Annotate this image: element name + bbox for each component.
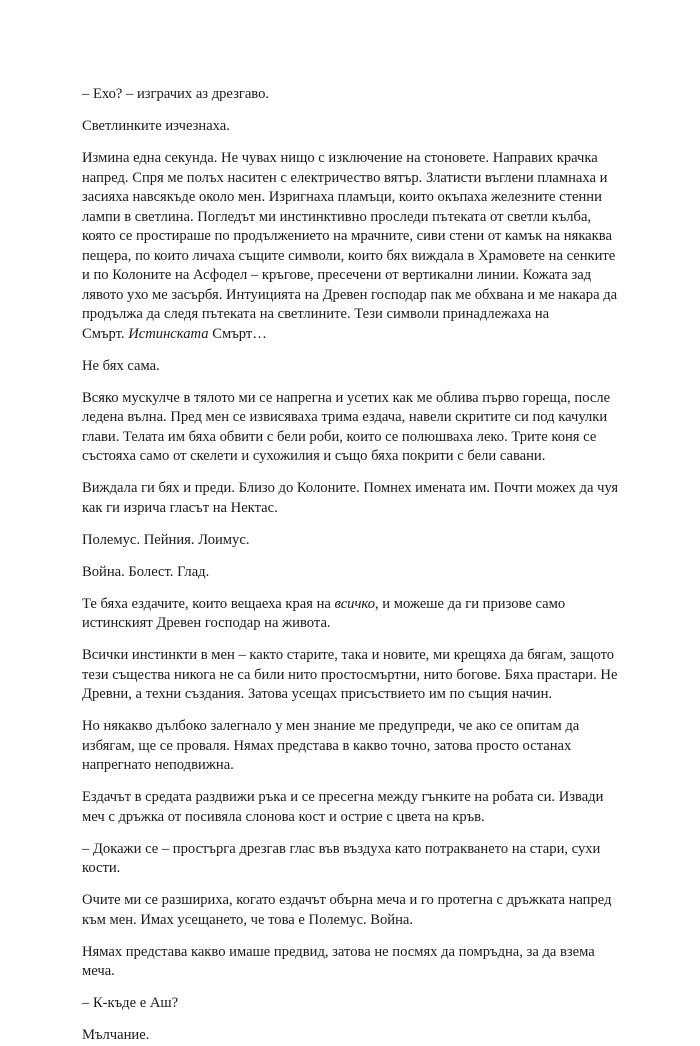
paragraph-lights-vanished: Светлинките изчезнаха. bbox=[82, 118, 230, 134]
paragraph-instincts: Всички инстинкти в мен – както старите, така и новите, ми крещяха да бягам, защото тези същества никога не са били нито простосмъртни, нито богове. Бяха прастари. Не Древни, а техни създания. Затова усещах присъствието им по същия начин. bbox=[82, 647, 618, 702]
paragraph-cave-symbols-text: Измина една секунда. Не чувах нищо с изключение на стоновете. Направих крачка напред. Спря ме полъх наситен с електричество вятър. Златисти въглени пламнаха и засияха навсякъде около мен. Изригнаха пламъци, които окъпаха железните стенни лампи в светлина. Погледът ми инстинктивно проследи пътеката от светли кълба, която се простираше по продължението на мрачните, сиви стени от камък на някаква пещера, по които личаха същите символи, които бях виждала в Храмовете на сенките и по Колоните на Асфодел – кръгове, пресечени от вертикални линии. Кожата зад лявото ухо ме засърбя. Интуицията на Древен господар пак ме обхвана и ме накара да продължа да следя пътеката на светлините. Тези символи принадлежаха на bbox=[82, 150, 618, 322]
paragraph-prove-yourself: – Докажи се – простърга дрезгав глас във въздуха като потракването на стари, сухи кости. bbox=[82, 840, 601, 876]
paragraph-riders-end bbox=[82, 595, 622, 634]
riders-line-before: Те бяха ездачите, които вещаеха края на bbox=[82, 595, 331, 612]
paragraph-rider-names: Полемус. Пейния. Лоимус. bbox=[82, 531, 250, 548]
paragraph-seen-before: Виждала ги бях и преди. Близо до Колоните. Помнех имената им. Почти можех да чуя как ги изрича гласът на Нектас. bbox=[82, 480, 619, 516]
paragraph-where-is-ash: – К-къде е Аш? bbox=[82, 995, 179, 1011]
death-line-suffix: Смърт… bbox=[212, 325, 267, 342]
paragraph-war-disease-famine: Война. Болест. Глад. bbox=[82, 563, 210, 580]
death-line-prefix: Смърт. bbox=[82, 325, 125, 342]
paragraph-three-riders: Всяко мускулче в тялото ми се напрегна и усетих как ме облива първо гореща, после ледена вълна. Пред мен се извисяваха трима ездача, навели скритите си под качулки глави. Телата им бяха обвити с бели роби, които се полюшваха леко. Трите коня се състояха само от скелети и сухожилия и също бяха покрити с бели савани. bbox=[82, 389, 611, 464]
death-line-emphasis: Истинската bbox=[128, 325, 209, 342]
paragraph-sword-offered: Очите ми се разшириха, когато ездачът обърна меча и го протегна с дръжката напред към мен. Имах усещането, че това е Полемус. Война. bbox=[82, 892, 612, 928]
paragraph-silence: Мълчание. bbox=[82, 1027, 150, 1043]
paragraph-deep-knowledge: Но някакво дълбоко залегнало у мен знание ме предупреди, че ако се опитам да избягам, ще се проваля. Нямах представа в какво точно, затова просто останах напрегнато неподвижна. bbox=[82, 718, 580, 773]
paragraph-cave-symbols bbox=[82, 149, 622, 344]
paragraph-echo: – Ехо? – изграчих аз дрезгаво. bbox=[82, 86, 270, 102]
riders-line-emphasis: всичко bbox=[334, 595, 375, 612]
riders-line-after: , и можеше да ги призове само истинският Древен господар на живота. bbox=[82, 595, 566, 631]
paragraph-not-alone: Не бях сама. bbox=[82, 357, 160, 374]
paragraph-sword-drawn: Ездачът в средата раздвижи ръка и се пресегна между гънките на робата си. Извади меч с дръжка от посивяла слонова кост и острие с цвета на кръв. bbox=[82, 789, 604, 825]
paragraph-no-idea: Нямах представа какво имаше предвид, затова не посмях да помръдна, за да взема меча. bbox=[82, 943, 595, 979]
